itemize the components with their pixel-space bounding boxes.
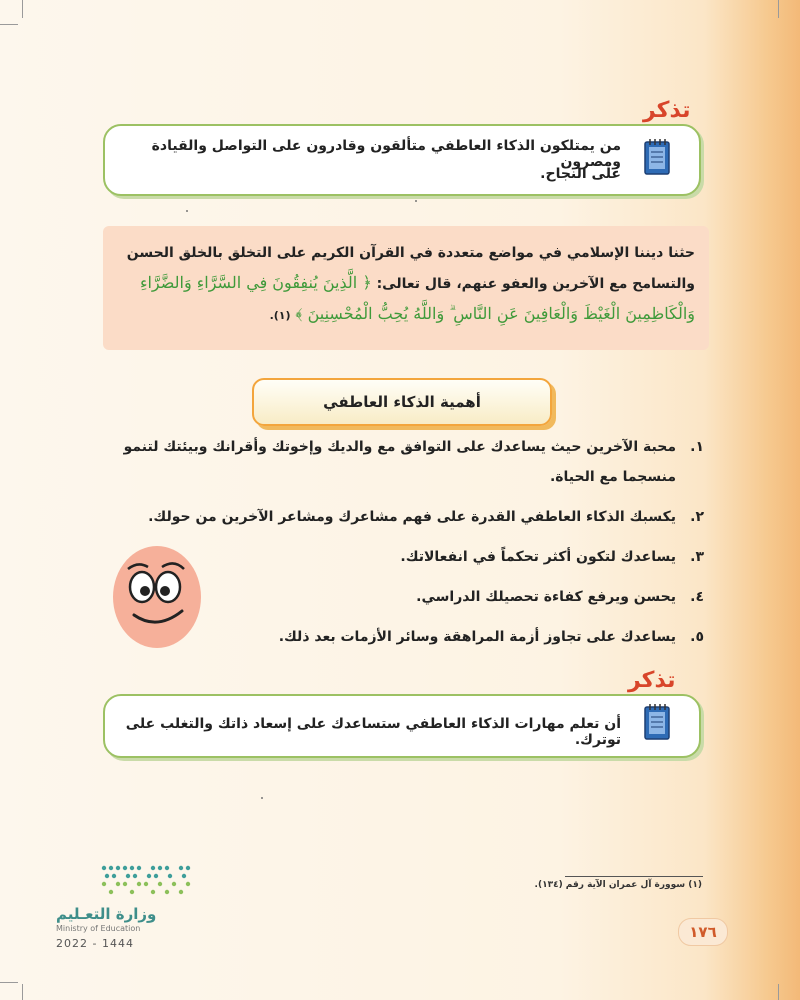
list-item-text: يكسبك الذكاء العاطفي القدرة على فهم مشاعرك ومشاعر الآخرين من حولك. — [148, 509, 676, 525]
list-item — [84, 432, 704, 492]
list-item-number: ٣. — [690, 549, 704, 565]
crop-mark — [778, 0, 779, 18]
speck — [261, 797, 263, 799]
crop-mark — [778, 984, 779, 1000]
remember-box — [103, 124, 701, 196]
quran-line-2 — [117, 268, 695, 299]
list-item-text: محبة الآخرين حيث يساعدك على التوافق مع والديك وإخوتك وأقرانك وبيئتك لتنمو منسجما مع الحياة. — [123, 439, 676, 485]
speck — [186, 210, 188, 212]
ministry-name-arabic: وزارة التعـليم — [56, 905, 157, 923]
quran-line-2-text: والتسامح مع الآخرين والعفو عنهم، قال تعالى: — [376, 276, 695, 292]
ministry-name-english: Ministry of Education — [56, 924, 141, 933]
quran-verse-part-1: ﴿ الَّذِينَ يُنفِقُونَ فِي السَّرَّاءِ وَالضَّرَّاءِ — [139, 273, 372, 292]
quran-line-1: حثنا ديننا الإسلامي في مواضع متعددة في القرآن الكريم على التخلق بالخلق الحسن — [126, 245, 695, 261]
page-number: ١٧٦ — [678, 918, 728, 946]
remember-box — [103, 694, 701, 758]
crop-mark — [22, 984, 23, 1000]
list-item — [84, 502, 704, 532]
remember-text-line-1: أن تعلم مهارات الذكاء العاطفي ستساعدك على إسعاد ذاتك والتغلب على توترك. — [125, 716, 621, 748]
notepad-icon — [642, 138, 672, 176]
section-title: أهمية الذكاء العاطفي — [252, 378, 552, 426]
footnote-reference: (١). — [269, 309, 291, 322]
remember-title: تذكر — [628, 668, 676, 693]
list-item-text: يساعدك لتكون أكثر تحكماً في انفعالاتك. — [400, 549, 676, 565]
list-item-text: يحسن ويرفع كفاءة تحصيلك الدراسي. — [416, 589, 676, 605]
list-item-number: ٤. — [690, 589, 704, 605]
list-item-number: ١. — [690, 439, 704, 455]
footnote-separator — [565, 876, 703, 877]
notepad-icon — [642, 703, 672, 741]
edition-year: 2022 - 1444 — [56, 937, 134, 950]
quran-box — [103, 226, 709, 350]
quran-line-3 — [117, 299, 695, 331]
footnote: (١) سوورة آل عمران الآية رقم (١٣٤). — [534, 880, 702, 890]
speck — [415, 200, 417, 202]
list-item-text: يساعدك على تجاوز أزمة المراهقة وسائر الأزمات بعد ذلك. — [278, 629, 676, 645]
remember-title: تذكر — [643, 98, 691, 123]
ministry-logo-icon — [98, 862, 194, 896]
crop-mark — [0, 982, 18, 983]
remember-text-line-1: من يمتلكون الذكاء العاطفي متألقون وقادرون على التواصل والقيادة ومصرون — [151, 138, 621, 170]
list-item-number: ٢. — [690, 509, 704, 525]
crop-mark — [22, 0, 23, 18]
quran-verse-part-2: وَالْكَاظِمِينَ الْغَيْظَ وَالْعَافِينَ عَنِ النَّاسِ ۗ وَاللَّهُ يُحِبُّ الْمُحْسِنِينَ ﴾ — [295, 304, 695, 323]
remember-text-line-2: على النجاح. — [540, 166, 621, 182]
crop-mark — [0, 24, 18, 25]
smiley-face-icon — [112, 545, 202, 649]
list-item-number: ٥. — [690, 629, 704, 645]
